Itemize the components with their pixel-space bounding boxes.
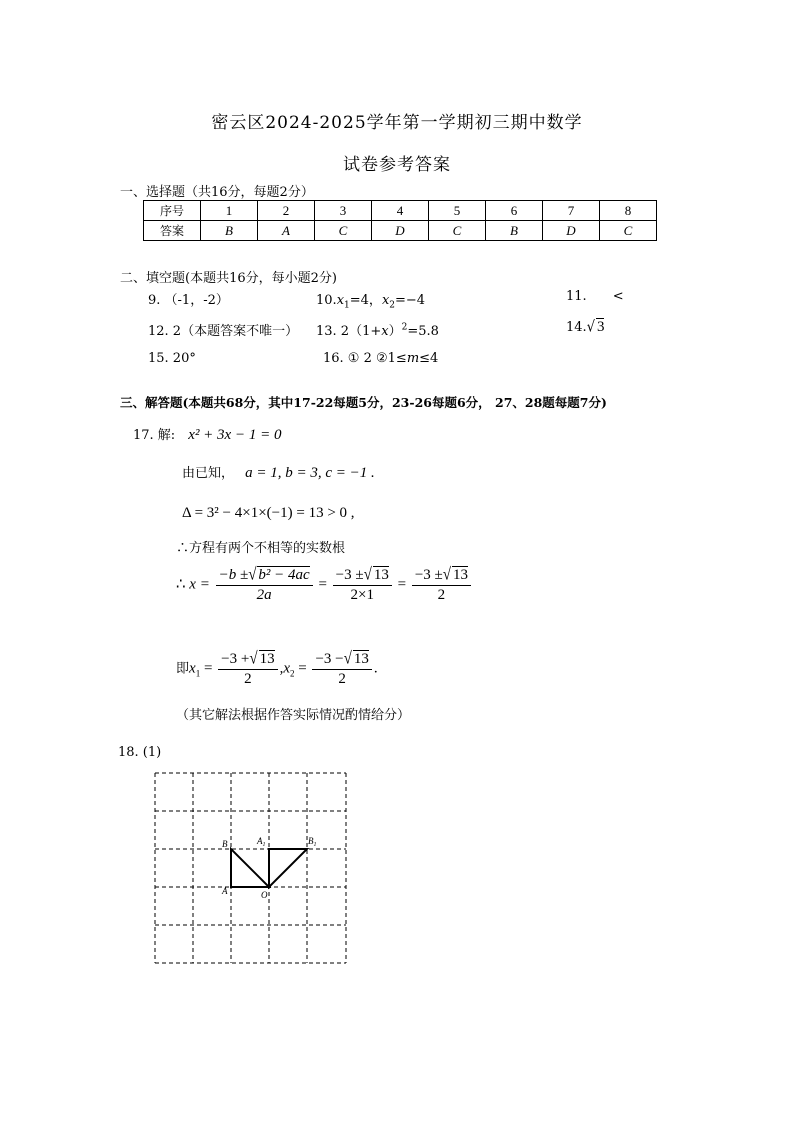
q16-prefix: 16. ① 2 ②1≤ [323, 351, 407, 366]
triangle-A1OB1 [269, 849, 307, 887]
page-title: 密云区2024-2025学年第一学期初三期中数学 [211, 113, 583, 133]
root2-sub: 2 [289, 668, 295, 679]
answer-q15: 15. 20° [148, 351, 196, 366]
sqrt-icon: √ [363, 565, 372, 585]
section2-heading: 二、填空题(本题共16分，每小题2分) [120, 271, 337, 286]
q11-answer: < [612, 289, 624, 304]
q17-label: 17. 解: [133, 428, 176, 443]
frac3-num-prefix: −3 ± [414, 567, 443, 583]
answer-cell: C [429, 221, 486, 241]
question-number: 3 [315, 201, 372, 221]
answer-q14 [566, 318, 604, 336]
q13-paren: ） [388, 324, 402, 339]
grid-figure [150, 768, 350, 968]
root1-denominator: 2 [244, 671, 252, 687]
fraction-quadratic-formula [216, 566, 313, 604]
question-number: 2 [258, 201, 315, 221]
root2-denominator: 2 [338, 671, 346, 687]
answer-table [143, 200, 657, 241]
root1-num-prefix: −3 + [221, 651, 250, 667]
fraction-simplified [412, 566, 471, 604]
q17-equation: x² + 3x − 1 = 0 [188, 427, 282, 443]
frac3-radicand: 13 [453, 567, 469, 583]
root1-sub: 1 [195, 668, 201, 679]
row-label-answer: 答案 [144, 221, 201, 241]
answer-q11 [566, 289, 624, 304]
fraction-root2 [312, 650, 371, 688]
label-B1: $B_1$ [308, 836, 317, 848]
q17-note: （其它解法根据作答实际情况酌情给分） [176, 708, 411, 723]
q10-sub2: 2 [389, 300, 396, 311]
frac3-denominator: 2 [437, 587, 446, 603]
q16-var-m: m [406, 351, 420, 366]
frac2-radicand: 13 [373, 567, 389, 583]
q10-var-x1: x [336, 293, 345, 308]
q17-given-prefix: 由已知， [182, 466, 235, 481]
answer-q16 [323, 351, 438, 366]
frac1-radicand: b² − 4ac [258, 567, 310, 583]
q10-var-x2: x [381, 293, 390, 308]
fraction-substituted [333, 566, 392, 604]
triangle-AOB [231, 849, 269, 887]
q17-roots-line: 即$x_1$ = $\frac{-3 +√ 13}{2}$ $,x_2$ = $\frac{-3 -√ 13}{2}$ . [176, 649, 378, 687]
q17-x-equals: x = [189, 576, 210, 593]
q17-given-line [182, 462, 375, 482]
label-O: O [261, 890, 268, 900]
q14-number: 14. [566, 320, 587, 335]
answer-cell: A [258, 221, 315, 241]
answer-q9: 9. （-1，-2） [148, 293, 229, 308]
q17-discriminant: Δ = 3² − 4×1×(−1) = 13 > 0 , [182, 505, 355, 521]
frac2-num-prefix: −3 ± [335, 567, 364, 583]
answer-cell: D [372, 221, 429, 241]
answer-q10 [316, 289, 425, 311]
q13-prefix: 13. 2（1+ [316, 324, 382, 339]
q10-value1: =4， [349, 293, 382, 308]
q17-formula-line: ∴ x = $\frac{\text{−b ±√ b² − 4ac}}{2a}$ = $\frac{-3 \pm√ 13}{2\times 1}$ = $\frac{-3 \pm√ 13}{2}$ [176, 566, 473, 604]
label-A: A [222, 886, 228, 896]
q17-ji: 即 [176, 660, 190, 676]
root2-radicand: 13 [353, 651, 369, 667]
answer-q13 [316, 320, 439, 339]
root1-radicand: 13 [259, 651, 275, 667]
answer-cell: D [543, 221, 600, 241]
section3-heading: 三、解答题(本题共68分，其中17-22每题5分，23-26每题6分， 27、28题每题7分) [120, 395, 607, 410]
row-label-number: 序号 [144, 201, 201, 221]
therefore-symbol: ∴ [176, 576, 186, 593]
q17-coefficients: a = 1, b = 3, c = −1 . [245, 465, 375, 481]
q13-var-x: x [381, 324, 389, 339]
answer-cell: B [201, 221, 258, 241]
frac1-denominator: 2a [256, 587, 272, 603]
question-number: 4 [372, 201, 429, 221]
answer-cell: C [315, 221, 372, 241]
sqrt-icon: √ [248, 565, 257, 585]
sqrt-icon: √ [343, 649, 352, 669]
label-B: B [222, 839, 228, 849]
root2-num-prefix: −3 − [315, 651, 344, 667]
answer-q12: 12. 2（本题答案不唯一） [148, 324, 299, 339]
q13-result: =5.8 [407, 324, 439, 339]
root2-var: x [283, 660, 290, 677]
sqrt-icon: √ [586, 318, 595, 337]
q10-sub1: 1 [344, 300, 350, 311]
q16-suffix: ≤4 [419, 351, 439, 366]
page-subtitle: 试卷参考答案 [343, 155, 451, 175]
sqrt-icon: √ [249, 649, 258, 669]
table-row-numbers [144, 201, 657, 221]
answer-cell: B [486, 221, 543, 241]
q18-label: 18. (1) [118, 745, 162, 760]
q10-value2: =−4 [395, 293, 426, 308]
question-number: 1 [201, 201, 258, 221]
root1-var: x [189, 660, 196, 677]
question-number: 7 [543, 201, 600, 221]
fraction-root1 [218, 650, 277, 688]
question-number: 8 [600, 201, 657, 221]
section1-heading: 一、选择题（共16分，每题2分） [120, 185, 314, 200]
sqrt-icon: √ [442, 565, 452, 585]
question-number: 5 [429, 201, 486, 221]
q17-equation-line [133, 424, 281, 444]
label-A1: $A_1$ [257, 836, 266, 848]
q10-number: 10. [316, 293, 337, 308]
question-number: 6 [486, 201, 543, 221]
answer-cell: C [600, 221, 657, 241]
q11-number: 11. [566, 289, 587, 304]
frac1-num-prefix: −b ± [218, 567, 249, 583]
frac2-denominator: 2×1 [350, 587, 374, 603]
q14-radicand: 3 [596, 319, 605, 335]
table-row-answers [144, 221, 657, 241]
q13-exponent: 2 [401, 322, 408, 333]
q17-roots-statement: ∴方程有两个不相等的实数根 [176, 541, 346, 556]
